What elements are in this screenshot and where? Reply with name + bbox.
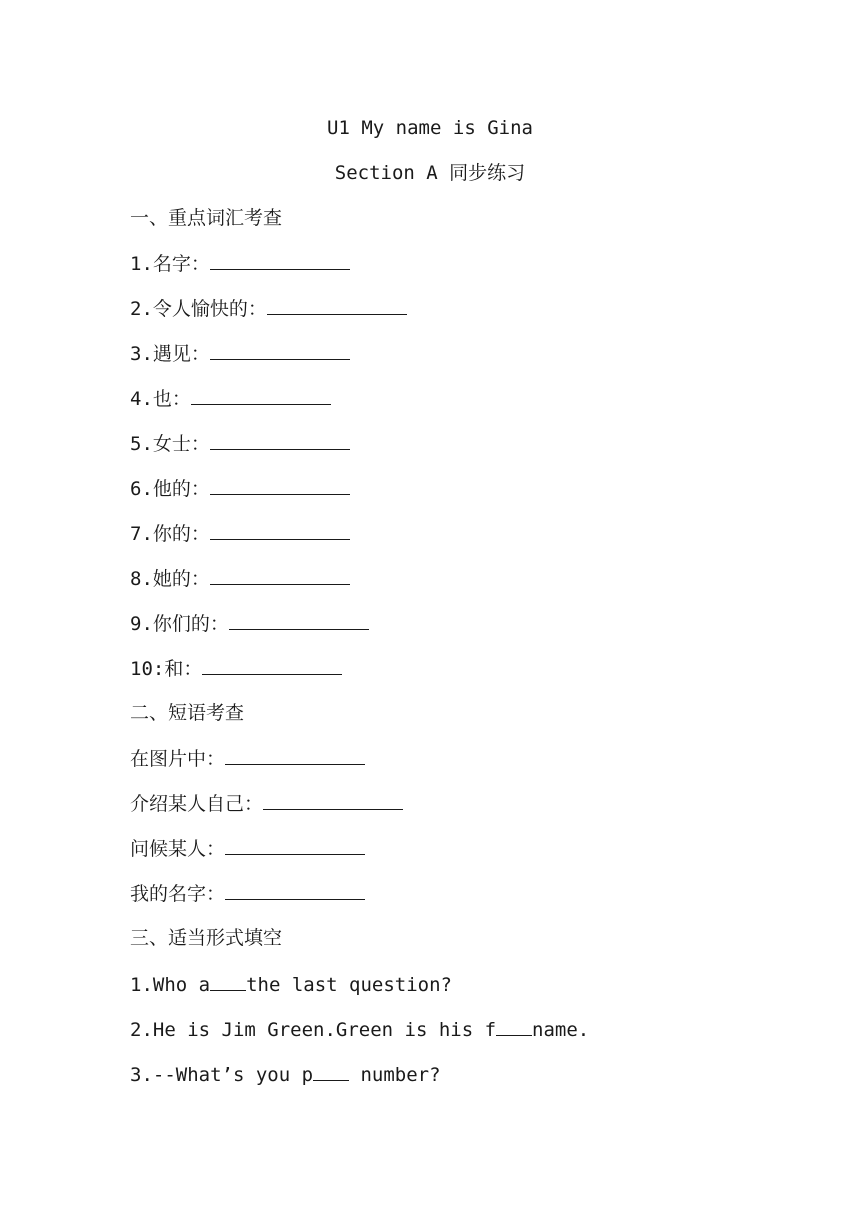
question-text-before: 1.Who a xyxy=(130,974,211,996)
question-label: 10:和： xyxy=(130,658,203,680)
vocab-question xyxy=(130,656,342,681)
answer-blank[interactable] xyxy=(210,341,350,360)
phrase-question xyxy=(130,836,365,861)
vocab-question xyxy=(130,251,350,276)
answer-blank[interactable] xyxy=(210,972,246,991)
vocab-question xyxy=(130,296,407,321)
answer-blank[interactable] xyxy=(191,386,331,405)
question-label: 5.女士： xyxy=(130,433,210,455)
question-label: 在图片中： xyxy=(130,748,226,770)
question-text-before: 2.He is Jim Green.Green is his f xyxy=(130,1019,497,1041)
section-heading-vocabulary: 一、重点词汇考查 xyxy=(130,207,283,229)
vocab-question xyxy=(130,386,331,411)
vocab-question xyxy=(130,566,350,591)
phrase-question xyxy=(130,881,365,906)
vocab-question xyxy=(130,476,350,501)
question-label: 3.遇见： xyxy=(130,343,210,365)
fill-in-question xyxy=(130,1017,589,1042)
document-title: U1 My name is Gina xyxy=(327,117,533,139)
answer-blank[interactable] xyxy=(267,296,407,315)
answer-blank[interactable] xyxy=(210,476,350,495)
answer-blank[interactable] xyxy=(263,791,403,810)
section-heading-fill-in: 三、适当形式填空 xyxy=(130,927,283,949)
question-label: 7.你的： xyxy=(130,523,210,545)
answer-blank[interactable] xyxy=(202,656,342,675)
question-label: 我的名字： xyxy=(130,883,226,905)
phrase-question xyxy=(130,791,403,816)
fill-in-question xyxy=(130,972,452,997)
answer-blank[interactable] xyxy=(496,1017,532,1036)
document-subtitle: Section A 同步练习 xyxy=(334,162,526,184)
question-label: 8.她的： xyxy=(130,568,210,590)
answer-blank[interactable] xyxy=(225,836,365,855)
question-text-before: 3.--What’s you p xyxy=(130,1064,314,1086)
fill-in-question xyxy=(130,1062,441,1087)
answer-blank[interactable] xyxy=(210,521,350,540)
vocab-question xyxy=(130,611,369,636)
answer-blank[interactable] xyxy=(225,881,365,900)
answer-blank[interactable] xyxy=(313,1062,349,1081)
question-label: 6.他的： xyxy=(130,478,210,500)
answer-blank[interactable] xyxy=(225,746,365,765)
question-label: 问候某人： xyxy=(130,838,226,860)
question-label: 2.令人愉快的： xyxy=(130,298,267,320)
answer-blank[interactable] xyxy=(210,566,350,585)
vocab-question xyxy=(130,341,350,366)
question-text-after: number? xyxy=(349,1064,441,1086)
question-label: 9.你们的： xyxy=(130,613,229,635)
phrase-question xyxy=(130,746,365,771)
question-text-after: name. xyxy=(532,1019,590,1041)
vocab-question xyxy=(130,431,350,456)
vocab-question xyxy=(130,521,350,546)
question-label: 1.名字： xyxy=(130,253,210,275)
question-label: 4.也： xyxy=(130,388,191,410)
section-heading-phrases: 二、短语考查 xyxy=(130,702,245,724)
answer-blank[interactable] xyxy=(229,611,369,630)
question-text-after: the last question? xyxy=(246,974,452,996)
question-label: 介绍某人自己： xyxy=(130,793,264,815)
answer-blank[interactable] xyxy=(210,431,350,450)
answer-blank[interactable] xyxy=(210,251,350,270)
